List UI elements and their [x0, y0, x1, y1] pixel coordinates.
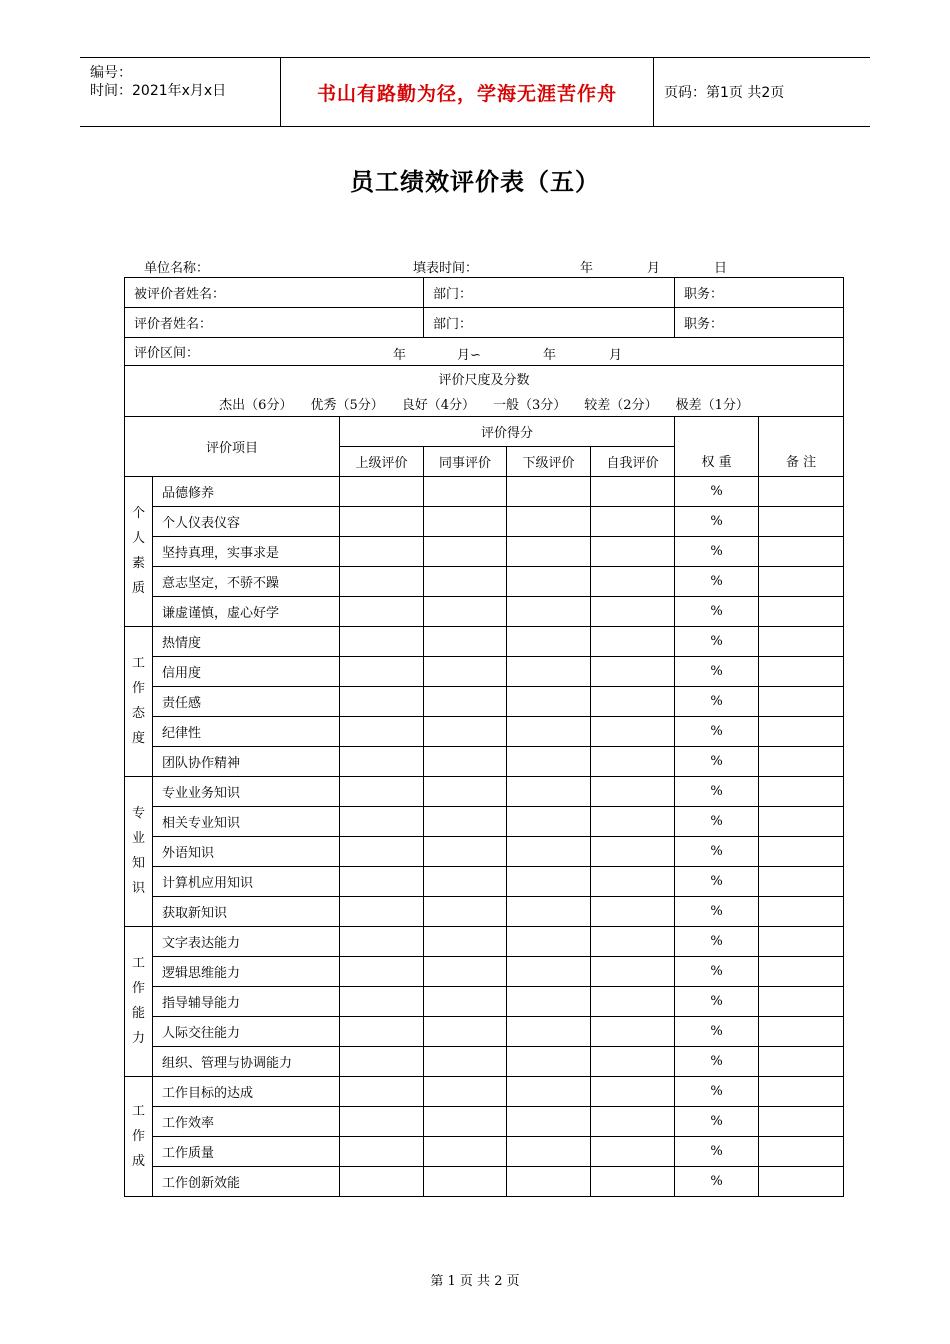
remark-cell[interactable]: [759, 986, 844, 1016]
table-row: [125, 506, 844, 536]
peer-score-cell[interactable]: [424, 1076, 507, 1106]
self-score-cell[interactable]: [591, 866, 675, 896]
fill-year-label: 年: [580, 261, 594, 276]
remark-cell[interactable]: [759, 926, 844, 956]
table-row: [125, 566, 844, 596]
evaluation-item: 人际交往能力: [153, 1016, 340, 1046]
superior-score-cell[interactable]: [340, 656, 424, 686]
weight-cell[interactable]: %: [675, 896, 759, 926]
peer-score-cell[interactable]: [424, 746, 507, 776]
peer-score-cell[interactable]: [424, 686, 507, 716]
table-row: [125, 1076, 844, 1106]
superior-score-cell[interactable]: [340, 1016, 424, 1046]
subordinate-score-cell[interactable]: [507, 626, 591, 656]
scale-title: 评价尺度及分数: [438, 373, 530, 388]
table-row: [125, 656, 844, 686]
superior-score-cell[interactable]: [340, 1076, 424, 1106]
self-score-cell[interactable]: [591, 536, 675, 566]
remark-cell[interactable]: [759, 776, 844, 806]
evaluation-item: 逻辑思维能力: [153, 956, 340, 986]
weight-cell[interactable]: %: [675, 1016, 759, 1046]
evaluation-item: 信用度: [153, 656, 340, 686]
remark-column-header: 备 注: [759, 446, 844, 476]
peer-score-cell[interactable]: [424, 626, 507, 656]
evaluatee-name-cell[interactable]: 被评价者姓名：: [125, 278, 424, 308]
subordinate-score-cell[interactable]: [507, 536, 591, 566]
subordinate-column-header: 下级评价: [507, 446, 591, 476]
header-right-cell: [654, 58, 870, 126]
remark-cell[interactable]: [759, 1076, 844, 1106]
remark-cell[interactable]: [759, 506, 844, 536]
peer-score-cell[interactable]: [424, 596, 507, 626]
evaluation-item: 团队协作精神: [153, 746, 340, 776]
subordinate-score-cell[interactable]: [507, 476, 591, 506]
superior-column-header: 上级评价: [340, 446, 424, 476]
table-row: [125, 896, 844, 926]
scale-level: 较差（2分）: [584, 398, 658, 413]
weight-cell[interactable]: %: [675, 1106, 759, 1136]
remark-cell[interactable]: [759, 806, 844, 836]
remark-cell[interactable]: [759, 536, 844, 566]
self-column-header: 自我评价: [591, 446, 675, 476]
self-score-cell[interactable]: [591, 716, 675, 746]
weight-cell[interactable]: %: [675, 866, 759, 896]
weight-cell[interactable]: %: [675, 1076, 759, 1106]
table-row: [125, 836, 844, 866]
period-label: 评价区间：: [134, 346, 200, 361]
weight-cell[interactable]: %: [675, 536, 759, 566]
superior-score-cell[interactable]: [340, 1106, 424, 1136]
self-score-cell[interactable]: [591, 1016, 675, 1046]
category-label: 工 作 态 度: [125, 626, 153, 776]
table-row: [125, 986, 844, 1016]
evaluatee-dept-cell[interactable]: 部门：: [424, 278, 675, 308]
evaluation-item: 工作质量: [153, 1136, 340, 1166]
table-row: [125, 926, 844, 956]
remark-cell[interactable]: [759, 1106, 844, 1136]
table-row: [125, 1106, 844, 1136]
table-row: [125, 956, 844, 986]
remark-cell[interactable]: [759, 686, 844, 716]
superior-score-cell[interactable]: [340, 866, 424, 896]
subordinate-score-cell[interactable]: [507, 716, 591, 746]
evaluator-position-cell[interactable]: 职务：: [675, 308, 844, 338]
evaluatee-position-cell[interactable]: 职务：: [675, 278, 844, 308]
self-score-cell[interactable]: [591, 896, 675, 926]
self-score-cell[interactable]: [591, 1106, 675, 1136]
table-row: [125, 596, 844, 626]
subordinate-score-cell[interactable]: [507, 656, 591, 686]
period-row: [125, 338, 844, 366]
evaluatee-row: [125, 278, 844, 308]
peer-column-header: 同事评价: [424, 446, 507, 476]
superior-score-cell[interactable]: [340, 476, 424, 506]
subordinate-score-cell[interactable]: [507, 1166, 591, 1196]
page-header: [80, 57, 870, 127]
subordinate-score-cell[interactable]: [507, 566, 591, 596]
evaluation-item: 工作创新效能: [153, 1166, 340, 1196]
weight-cell[interactable]: %: [675, 566, 759, 596]
subordinate-score-cell[interactable]: [507, 1076, 591, 1106]
subordinate-score-cell[interactable]: [507, 776, 591, 806]
self-score-cell[interactable]: [591, 1076, 675, 1106]
evaluator-row: [125, 308, 844, 338]
peer-score-cell[interactable]: [424, 536, 507, 566]
table-row: [125, 806, 844, 836]
header-left-cell: [80, 58, 281, 126]
self-score-cell[interactable]: [591, 1046, 675, 1076]
remark-cell[interactable]: [759, 866, 844, 896]
item-column-header: 评价项目: [125, 417, 340, 477]
evaluation-item: 组织、管理与协调能力: [153, 1046, 340, 1076]
remark-cell[interactable]: [759, 476, 844, 506]
weight-cell[interactable]: %: [675, 1166, 759, 1196]
evaluation-item: 文字表达能力: [153, 926, 340, 956]
weight-cell[interactable]: %: [675, 716, 759, 746]
superior-score-cell[interactable]: [340, 626, 424, 656]
subordinate-score-cell[interactable]: [507, 506, 591, 536]
weight-cell[interactable]: %: [675, 926, 759, 956]
evaluation-item: 工作目标的达成: [153, 1076, 340, 1106]
category-label: 工 作 能 力: [125, 926, 153, 1076]
weight-cell[interactable]: %: [675, 686, 759, 716]
table-row: [125, 476, 844, 506]
scale-level: 极差（1分）: [675, 398, 749, 413]
scale-levels: [125, 394, 843, 413]
page-footer: 第 1 页 共 2 页: [430, 1274, 520, 1289]
evaluation-item: 指导辅导能力: [153, 986, 340, 1016]
self-score-cell[interactable]: [591, 1136, 675, 1166]
evaluator-dept-cell[interactable]: 部门：: [424, 308, 675, 338]
superior-score-cell[interactable]: [340, 566, 424, 596]
self-score-cell[interactable]: [591, 926, 675, 956]
scale-row: [125, 366, 844, 417]
evaluation-item: 获取新知识: [153, 896, 340, 926]
remark-cell[interactable]: [759, 746, 844, 776]
peer-score-cell[interactable]: [424, 1166, 507, 1196]
weight-cell[interactable]: %: [675, 986, 759, 1016]
category-label: 个 人 素 质: [125, 476, 153, 626]
header-middle-cell: [281, 58, 654, 126]
self-score-cell[interactable]: [591, 776, 675, 806]
weight-cell[interactable]: %: [675, 956, 759, 986]
table-row: [125, 1136, 844, 1166]
weight-cell[interactable]: %: [675, 596, 759, 626]
peer-score-cell[interactable]: [424, 656, 507, 686]
peer-score-cell[interactable]: [424, 1046, 507, 1076]
table-row: [125, 1016, 844, 1046]
weight-cell[interactable]: %: [675, 746, 759, 776]
peer-score-cell[interactable]: [424, 836, 507, 866]
category-label: 工 作 成: [125, 1076, 153, 1196]
superior-score-cell[interactable]: [340, 896, 424, 926]
superior-score-cell[interactable]: [340, 1046, 424, 1076]
subordinate-score-cell[interactable]: [507, 986, 591, 1016]
peer-score-cell[interactable]: [424, 1016, 507, 1046]
remark-cell[interactable]: [759, 626, 844, 656]
evaluation-item: 谦虚谨慎，虚心好学: [153, 596, 340, 626]
evaluation-item: 意志坚定，不骄不躁: [153, 566, 340, 596]
evaluation-item: 纪律性: [153, 716, 340, 746]
remark-cell[interactable]: [759, 566, 844, 596]
subordinate-score-cell[interactable]: [507, 1106, 591, 1136]
table-row: [125, 1046, 844, 1076]
table-row: [125, 746, 844, 776]
remark-cell[interactable]: [759, 1016, 844, 1046]
weight-cell[interactable]: %: [675, 836, 759, 866]
self-score-cell[interactable]: [591, 746, 675, 776]
column-header-row-1: [125, 417, 844, 447]
self-score-cell[interactable]: [591, 686, 675, 716]
weight-cell[interactable]: %: [675, 806, 759, 836]
superior-score-cell[interactable]: [340, 956, 424, 986]
self-score-cell[interactable]: [591, 596, 675, 626]
table-row: [125, 716, 844, 746]
subordinate-score-cell[interactable]: [507, 836, 591, 866]
evaluation-form-table: [124, 277, 844, 1197]
table-row: [125, 1166, 844, 1196]
evaluation-item: 工作效率: [153, 1106, 340, 1136]
weight-cell[interactable]: %: [675, 476, 759, 506]
subordinate-score-cell[interactable]: [507, 1136, 591, 1166]
superior-score-cell[interactable]: [340, 596, 424, 626]
remark-cell[interactable]: [759, 716, 844, 746]
remark-cell[interactable]: [759, 596, 844, 626]
weight-cell[interactable]: %: [675, 1136, 759, 1166]
scale-level: 一般（3分）: [493, 398, 567, 413]
self-score-cell[interactable]: [591, 626, 675, 656]
motto: 书山有路勤为径，学海无涯苦作舟: [316, 82, 617, 105]
superior-score-cell[interactable]: [340, 746, 424, 776]
score-group-header: 评价得分: [340, 417, 675, 447]
table-row: [125, 626, 844, 656]
peer-score-cell[interactable]: [424, 506, 507, 536]
peer-score-cell[interactable]: [424, 566, 507, 596]
self-score-cell[interactable]: [591, 1166, 675, 1196]
superior-score-cell[interactable]: [340, 926, 424, 956]
peer-score-cell[interactable]: [424, 896, 507, 926]
subordinate-score-cell[interactable]: [507, 686, 591, 716]
subordinate-score-cell[interactable]: [507, 746, 591, 776]
evaluation-item: 计算机应用知识: [153, 866, 340, 896]
weight-cell[interactable]: %: [675, 656, 759, 686]
page-info: 页码：第1页 共2页: [664, 85, 785, 101]
table-row: [125, 536, 844, 566]
peer-score-cell[interactable]: [424, 866, 507, 896]
self-score-cell[interactable]: [591, 986, 675, 1016]
peer-score-cell[interactable]: [424, 1106, 507, 1136]
remark-cell[interactable]: [759, 836, 844, 866]
number-label: 编号：: [90, 65, 132, 81]
table-row: [125, 686, 844, 716]
weight-cell[interactable]: %: [675, 506, 759, 536]
self-score-cell[interactable]: [591, 506, 675, 536]
remark-cell[interactable]: [759, 1166, 844, 1196]
superior-score-cell[interactable]: [340, 806, 424, 836]
fill-time-label: 填表时间：: [413, 261, 479, 276]
self-score-cell[interactable]: [591, 566, 675, 596]
superior-score-cell[interactable]: [340, 1166, 424, 1196]
evaluation-item: 坚持真理，实事求是: [153, 536, 340, 566]
superior-score-cell[interactable]: [340, 1136, 424, 1166]
scale-cell: [125, 366, 844, 417]
weight-cell[interactable]: %: [675, 1046, 759, 1076]
evaluation-item: 热情度: [153, 626, 340, 656]
period-year-2: 年: [543, 348, 557, 363]
evaluation-item: 相关专业知识: [153, 806, 340, 836]
weight-cell[interactable]: %: [675, 626, 759, 656]
superior-score-cell[interactable]: [340, 536, 424, 566]
remark-cell[interactable]: [759, 1136, 844, 1166]
remark-cell[interactable]: [759, 1046, 844, 1076]
superior-score-cell[interactable]: [340, 506, 424, 536]
evaluation-item: 品德修养: [153, 476, 340, 506]
self-score-cell[interactable]: [591, 806, 675, 836]
evaluation-period-cell[interactable]: [125, 338, 844, 366]
scale-level: 优秀（5分）: [310, 398, 384, 413]
self-score-cell[interactable]: [591, 836, 675, 866]
peer-score-cell[interactable]: [424, 716, 507, 746]
peer-score-cell[interactable]: [424, 476, 507, 506]
remark-cell[interactable]: [759, 896, 844, 926]
peer-score-cell[interactable]: [424, 1136, 507, 1166]
superior-score-cell[interactable]: [340, 776, 424, 806]
subordinate-score-cell[interactable]: [507, 926, 591, 956]
category-label: 专 业 知 识: [125, 776, 153, 926]
evaluator-name-cell[interactable]: 评价者姓名：: [125, 308, 424, 338]
superior-score-cell[interactable]: [340, 686, 424, 716]
weight-cell[interactable]: %: [675, 776, 759, 806]
fill-day-label: 日: [714, 261, 728, 276]
period-month-2: 月: [609, 348, 623, 363]
subordinate-score-cell[interactable]: [507, 956, 591, 986]
scale-level: 良好（4分）: [401, 398, 476, 413]
table-row: [125, 776, 844, 806]
fill-month-label: 月: [647, 261, 661, 276]
unit-name-label: 单位名称：: [144, 261, 210, 276]
remark-cell[interactable]: [759, 656, 844, 686]
subordinate-score-cell[interactable]: [507, 1016, 591, 1046]
scale-level: 杰出（6分）: [219, 398, 293, 413]
document-title: 员工绩效评价表（五）: [350, 168, 600, 196]
remark-cell[interactable]: [759, 956, 844, 986]
self-score-cell[interactable]: [591, 656, 675, 686]
time-label: 时间：2021年x月x日: [90, 83, 227, 99]
peer-score-cell[interactable]: [424, 956, 507, 986]
period-month-1: 月∽: [457, 348, 481, 363]
evaluation-item: 个人仪表仪容: [153, 506, 340, 536]
evaluation-item: 外语知识: [153, 836, 340, 866]
superior-score-cell[interactable]: [340, 716, 424, 746]
superior-score-cell[interactable]: [340, 836, 424, 866]
table-row: [125, 866, 844, 896]
peer-score-cell[interactable]: [424, 776, 507, 806]
subordinate-score-cell[interactable]: [507, 896, 591, 926]
weight-column-header: 权 重: [675, 446, 759, 476]
superior-score-cell[interactable]: [340, 986, 424, 1016]
self-score-cell[interactable]: [591, 476, 675, 506]
self-score-cell[interactable]: [591, 956, 675, 986]
peer-score-cell[interactable]: [424, 986, 507, 1016]
subordinate-score-cell[interactable]: [507, 596, 591, 626]
subordinate-score-cell[interactable]: [507, 806, 591, 836]
evaluation-item: 专业业务知识: [153, 776, 340, 806]
peer-score-cell[interactable]: [424, 806, 507, 836]
period-year-1: 年: [393, 348, 407, 363]
subordinate-score-cell[interactable]: [507, 1046, 591, 1076]
subordinate-score-cell[interactable]: [507, 866, 591, 896]
peer-score-cell[interactable]: [424, 926, 507, 956]
evaluation-item: 责任感: [153, 686, 340, 716]
